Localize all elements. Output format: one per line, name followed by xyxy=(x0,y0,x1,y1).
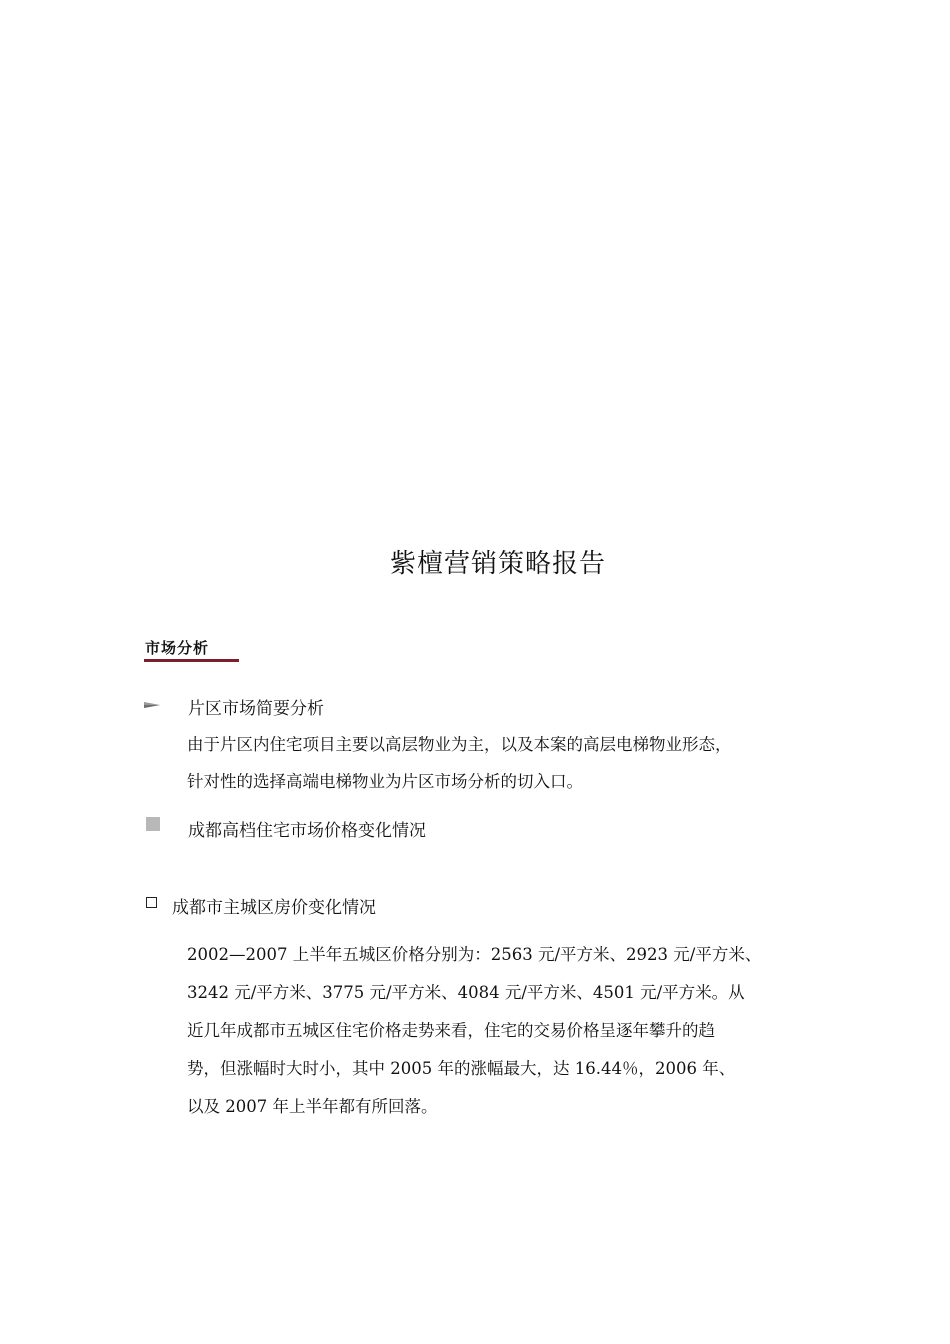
document-title: 紫檀营销策略报告 xyxy=(389,549,606,579)
item-heading-highend-price: 成都高档住宅市场价格变化情况 xyxy=(188,821,426,841)
arrow-bullet-icon xyxy=(144,700,160,710)
section-label: 市场分析 xyxy=(145,639,210,657)
item-heading-district-analysis: 片区市场简要分析 xyxy=(188,699,324,719)
section-underline xyxy=(144,659,239,662)
paragraph-line: 势，但涨幅时大时小，其中 2005 年的涨幅最大，达 16.44％，2006 年、 xyxy=(187,1059,736,1078)
paragraph-line: 以及 2007 年上半年都有所回落。 xyxy=(187,1097,438,1116)
square-bullet-icon xyxy=(146,817,160,831)
checkbox-bullet-icon xyxy=(146,897,157,908)
item-heading-city-price: 成都市主城区房价变化情况 xyxy=(172,898,376,918)
paragraph-line: 2002—2007 上半年五城区价格分别为：2563 元/平方米、2923 元/平方米、 xyxy=(187,945,762,964)
paragraph-line: 3242 元/平方米、3775 元/平方米、4084 元/平方米、4501 元/平方米。从 xyxy=(187,983,745,1002)
paragraph-line: 针对性的选择高端电梯物业为片区市场分析的切入口。 xyxy=(187,772,583,791)
paragraph-line: 由于片区内住宅项目主要以高层物业为主，以及本案的高层电梯物业形态， xyxy=(187,735,732,754)
paragraph-line: 近几年成都市五城区住宅价格走势来看，住宅的交易价格呈逐年攀升的趋 xyxy=(187,1021,715,1040)
